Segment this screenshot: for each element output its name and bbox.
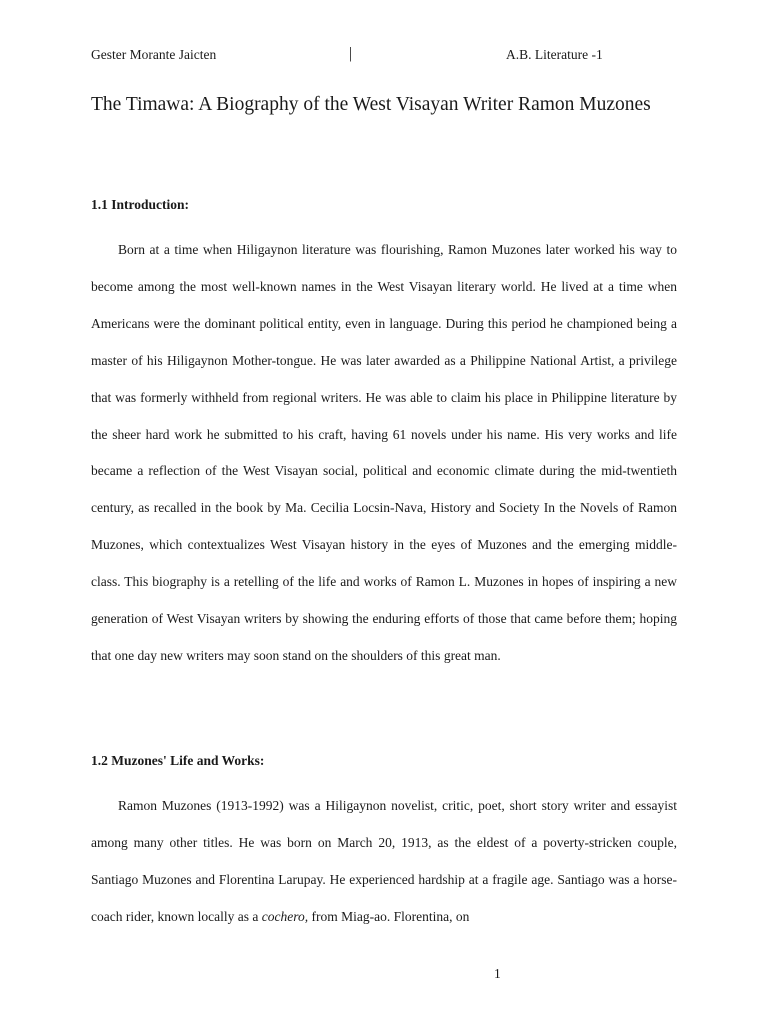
page-number: 1 (494, 966, 501, 981)
section-heading-introduction: 1.1 Introduction: (91, 197, 190, 212)
italic-term-cochero: cochero, (261, 908, 309, 924)
header-course: A.B. Literature -1 (506, 47, 603, 62)
header-author: Gester Morante Jaicten (91, 47, 217, 62)
header-separator: | (349, 45, 353, 62)
paragraph-introduction: Born at a time when Hiligaynon literature was flourishing, Ramon Muzones later worked his way to become among the most well-known names in the West Visayan literary world. He lived at a time when Americans were the dominant political entity, even in language. During this period he championed being a master of his Hiligaynon Mother-tongue. He was later awarded as a Philippine National Artist, a privilege that was formerly withheld from regional writers. He was able to claim his place in Philippine literature by the sheer hard work he submitted to his craft, having 61 novels under his name. His very works and life became a reflection of the West Visayan social, political and economic climate during the mid-twentieth century, as recalled in the book by Ma. Cecilia Locsin-Nava, History and Society In the Novels of Ramon Muzones, which contextualizes West Visayan history in the eyes of Muzones and the emerging middle-class. This biography is a retelling of the life and works of Ramon L. Muzones in hopes of inspiring a new generation of West Visayan writers by showing the enduring efforts of those that came before them; hoping that one day new writers may soon stand on the shoulders of this great man. (91, 242, 677, 663)
paragraph-text-part-1: Ramon Muzones (1913-1992) was a Hiligaynon novelist, critic, poet, short story writer and essayist among many other titles. He was born on March 20, 1913, as the eldest of a poverty-stricken couple, Santiago Muzones and Florentina Larupay. He experienced hardship at a fragile age. Santiago was a horse-coach rider, known locally as a (91, 798, 677, 924)
section-heading-life-and-works: 1.2 Muzones' Life and Works: (91, 753, 265, 768)
paragraph-life-and-works (91, 788, 677, 936)
paragraph-text-part-2: from Miag-ao. Florentina, on (308, 908, 470, 924)
document-title: The Timawa: A Biography of the West Visayan Writer Ramon Muzones (91, 94, 651, 115)
page-header (91, 47, 677, 67)
